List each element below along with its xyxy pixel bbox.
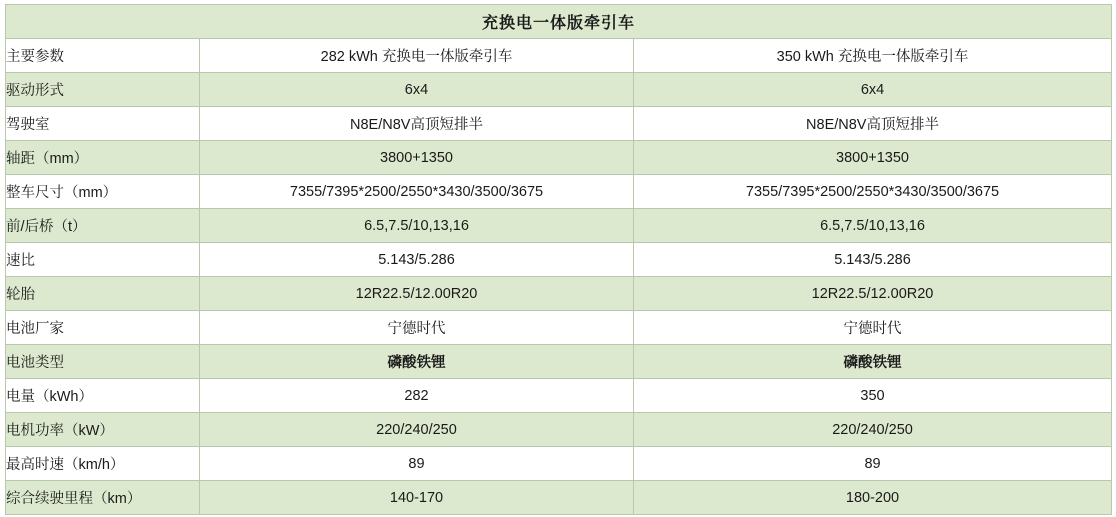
column-header-parameter: 主要参数 (6, 39, 200, 73)
spec-table-body (6, 5, 1112, 515)
row-value-282: 7355/7395*2500/2550*3430/3500/3675 (200, 175, 634, 209)
row-label: 前/后桥（t） (6, 209, 200, 243)
table-row (6, 379, 1112, 413)
row-value-350: 6.5,7.5/10,13,16 (634, 209, 1112, 243)
row-label: 整车尺寸（mm） (6, 175, 200, 209)
table-row (6, 481, 1112, 515)
row-value-282: 220/240/250 (200, 413, 634, 447)
row-value-282: 3800+1350 (200, 141, 634, 175)
table-row (6, 413, 1112, 447)
row-value-350: 6x4 (634, 73, 1112, 107)
row-value-350: 3800+1350 (634, 141, 1112, 175)
row-label: 速比 (6, 243, 200, 277)
table-row (6, 277, 1112, 311)
row-value-282: 6x4 (200, 73, 634, 107)
row-label: 电池厂家 (6, 311, 200, 345)
table-row (6, 447, 1112, 481)
row-value-282: 89 (200, 447, 634, 481)
row-value-282: 磷酸铁锂 (200, 345, 634, 379)
row-value-350: 5.143/5.286 (634, 243, 1112, 277)
row-label: 电机功率（kW） (6, 413, 200, 447)
table-row (6, 73, 1112, 107)
row-label: 驱动形式 (6, 73, 200, 107)
row-value-282: 6.5,7.5/10,13,16 (200, 209, 634, 243)
row-label: 最高时速（km/h） (6, 447, 200, 481)
row-label: 驾驶室 (6, 107, 200, 141)
table-row (6, 141, 1112, 175)
table-row (6, 243, 1112, 277)
row-value-282: 宁德时代 (200, 311, 634, 345)
row-value-350: 350 (634, 379, 1112, 413)
row-value-350: 宁德时代 (634, 311, 1112, 345)
table-row (6, 209, 1112, 243)
table-row (6, 107, 1112, 141)
row-label: 轴距（mm） (6, 141, 200, 175)
row-value-350: 12R22.5/12.00R20 (634, 277, 1112, 311)
row-label: 轮胎 (6, 277, 200, 311)
row-value-282: 12R22.5/12.00R20 (200, 277, 634, 311)
row-value-350: 7355/7395*2500/2550*3430/3500/3675 (634, 175, 1112, 209)
table-row (6, 311, 1112, 345)
row-value-282: 140-170 (200, 481, 634, 515)
column-header-variant-350: 350 kWh 充换电一体版牵引车 (634, 39, 1112, 73)
row-value-350: 180-200 (634, 481, 1112, 515)
row-label: 综合续驶里程（km） (6, 481, 200, 515)
table-title-row (6, 5, 1112, 39)
row-value-282: 282 (200, 379, 634, 413)
column-header-variant-282: 282 kWh 充换电一体版牵引车 (200, 39, 634, 73)
page-title: 充换电一体版牵引车 (6, 5, 1112, 39)
table-row (6, 175, 1112, 209)
row-value-350: 磷酸铁锂 (634, 345, 1112, 379)
row-value-350: N8E/N8V高顶短排半 (634, 107, 1112, 141)
row-value-282: N8E/N8V高顶短排半 (200, 107, 634, 141)
row-value-350: 89 (634, 447, 1112, 481)
table-row (6, 345, 1112, 379)
row-value-282: 5.143/5.286 (200, 243, 634, 277)
row-value-350: 220/240/250 (634, 413, 1112, 447)
row-label: 电量（kWh） (6, 379, 200, 413)
spec-table (5, 4, 1112, 515)
table-header-row (6, 39, 1112, 73)
row-label: 电池类型 (6, 345, 200, 379)
